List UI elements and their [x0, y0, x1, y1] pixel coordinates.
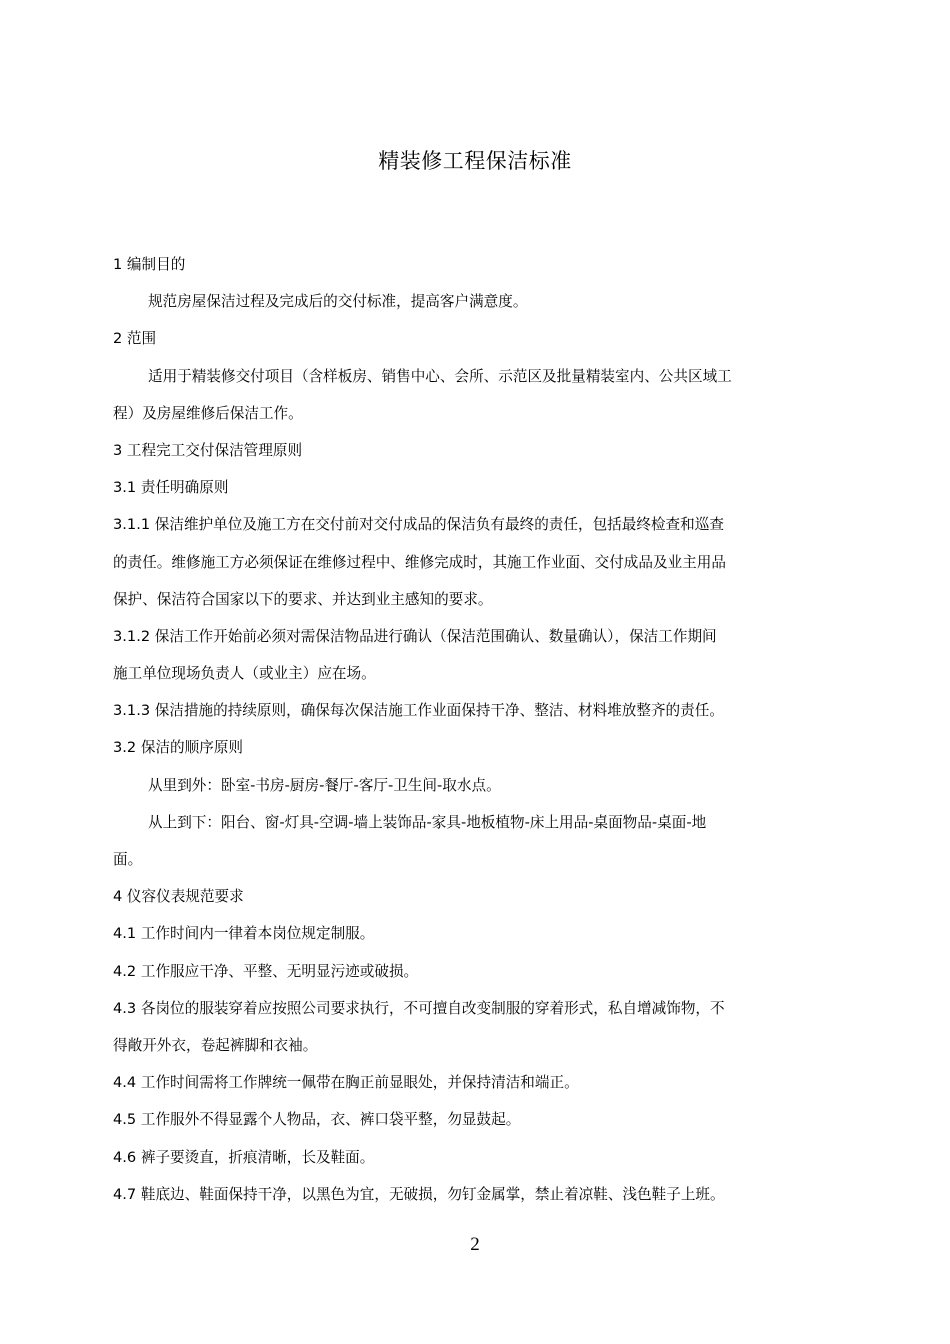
- paragraph-line: 4.4 工作时间需将工作牌统一佩带在胸正前显眼处，并保持清洁和端正。: [113, 1074, 579, 1092]
- subsection-heading: 3.2 保洁的顺序原则: [113, 739, 244, 757]
- paragraph-line: 3.1.2 保洁工作开始前必须对需保洁物品进行确认（保洁范围确认、数量确认），保洁工作期间: [113, 627, 717, 645]
- paragraph-line: 4.6 裤子要烫直，折痕清晰，长及鞋面。: [113, 1148, 375, 1166]
- section-heading: 4 仪容仪表规范要求: [113, 888, 244, 906]
- subsection-heading: 3.1 责任明确原则: [113, 479, 229, 497]
- paragraph-line: 4.3 各岗位的服装穿着应按照公司要求执行，不可擅自改变制服的穿着形式，私自增减饰物，不: [113, 999, 725, 1017]
- paragraph-line: 4.5 工作服外不得显露个人物品，衣、裤口袋平整，勿显鼓起。: [113, 1111, 521, 1129]
- paragraph-line: 得敞开外衣，卷起裤脚和衣袖。: [113, 1036, 318, 1054]
- paragraph-line: 3.1.3 保洁措施的持续原则，确保每次保洁施工作业面保持干净、整洁、材料堆放整齐的责任。: [113, 702, 724, 720]
- paragraph-line: 施工单位现场负责人（或业主）应在场。: [113, 665, 376, 683]
- paragraph-line: 4.2 工作服应干净、平整、无明显污迹或破损。: [113, 962, 419, 980]
- document-body: [113, 246, 817, 1213]
- paragraph-line: 4.7 鞋底边、鞋面保持干净，以黑色为宜，无破损，勿钉金属掌，禁止着凉鞋、浅色鞋子上班。: [113, 1185, 725, 1203]
- section-heading: 3 工程完工交付保洁管理原则: [113, 441, 303, 459]
- paragraph-line: 从上到下：阳台、窗-灯具-空调-墙上装饰品-家具-地板植物-床上用品-桌面物品-桌面-地: [148, 813, 707, 831]
- paragraph-line: 适用于精装修交付项目（含样板房、销售中心、会所、示范区及批量精装室内、公共区域工: [148, 367, 732, 385]
- paragraph-line: 3.1.1 保洁维护单位及施工方在交付前对交付成品的保洁负有最终的责任，包括最终检查和巡查: [113, 516, 724, 534]
- paragraph-line: 程）及房屋维修后保洁工作。: [113, 404, 303, 422]
- paragraph-line: 面。: [113, 851, 143, 868]
- paragraph-line: 规范房屋保洁过程及完成后的交付标准，提高客户满意度。: [148, 293, 528, 311]
- paragraph-line: 从里到外：卧室-书房-厨房-餐厅-客厅-卫生间-取水点。: [148, 776, 501, 794]
- paragraph-line: 保护、保洁符合国家以下的要求、并达到业主感知的要求。: [113, 590, 493, 608]
- section-heading: 1 编制目的: [113, 256, 186, 273]
- document-title: 精装修工程保洁标准: [378, 149, 572, 173]
- section-heading: 2 范围: [113, 330, 157, 348]
- paragraph-line: 的责任。维修施工方必须保证在维修过程中、维修完成时，其施工作业面、交付成品及业主用品: [113, 553, 726, 571]
- page-number: 2: [470, 1234, 480, 1255]
- paragraph-line: 4.1 工作时间内一律着本岗位规定制服。: [113, 925, 375, 943]
